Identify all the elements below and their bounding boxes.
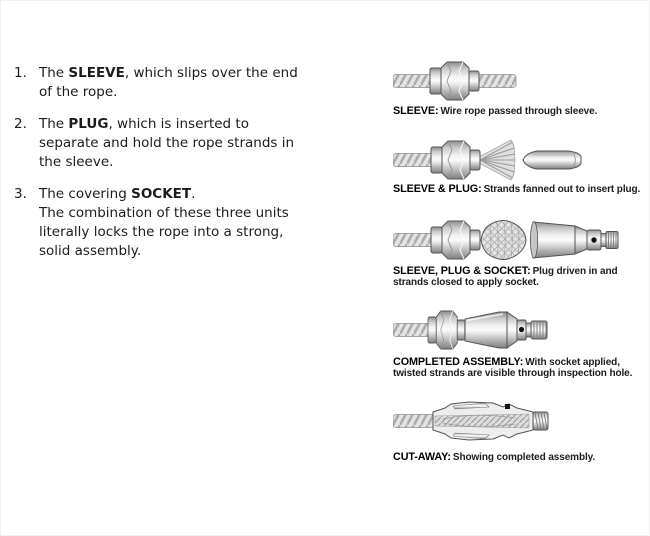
caption-text: Showing completed assembly. [452,452,596,463]
figure-completed-assembly [393,308,649,379]
term-socket: SOCKET [131,186,192,202]
term-plug: PLUG [68,116,109,132]
figure-caption [393,106,649,117]
term-sleeve: SLEEVE [68,65,125,81]
caption-text: Plug driven in and strands closed to apply socket. [393,266,618,288]
sleeve-plug-socket-illustration [393,218,633,264]
item-number: 2. [14,116,27,132]
text-line: The PLUG, which is inserted to [39,116,249,132]
list-item-plug [14,115,359,172]
figure-caption [393,266,649,288]
text-line: solid assembly. [39,243,142,259]
caption-label: SLEEVE, PLUG & SOCKET: [393,265,531,277]
figure-sleeve-plug [393,138,649,195]
item-text [39,115,359,172]
text-line: literally locks the rope into a strong, [39,224,284,240]
list-item-sleeve [14,64,359,102]
cut-away-illustration [393,399,633,445]
caption-label: CUT-AWAY: [393,451,451,463]
parts-list [14,64,359,274]
item-text [39,185,359,261]
figure-sleeve [393,59,649,117]
figure-caption [393,452,649,463]
item-number: 3. [14,186,27,202]
sleeve-illustration [393,59,633,105]
caption-label: SLEEVE: [393,105,439,117]
text-line: The SLEEVE, which slips over the end [39,65,298,81]
item-text [39,64,359,102]
text-line: The covering SOCKET. [39,186,196,202]
text-line: The combination of these three units [39,205,289,221]
caption-label: COMPLETED ASSEMBLY: [393,356,524,368]
figure-sleeve-plug-socket [393,218,649,288]
completed-assembly-illustration [393,308,633,354]
figure-caption [393,184,649,195]
figure-cut-away [393,399,649,463]
text-line: of the rope. [39,84,118,100]
caption-text: Strands fanned out to insert plug. [483,184,641,195]
sleeve-plug-illustration [393,138,633,184]
text-line: the sleeve. [39,154,114,170]
caption-text: With socket applied, twisted strands are visible through inspection hole. [393,357,633,379]
item-number: 1. [14,65,27,81]
text-line: separate and hold the rope strands in [39,135,295,151]
figure-caption [393,357,649,379]
list-item-socket [14,185,359,261]
caption-text: Wire rope passed through sleeve. [440,106,598,117]
caption-label: SLEEVE & PLUG: [393,183,482,195]
